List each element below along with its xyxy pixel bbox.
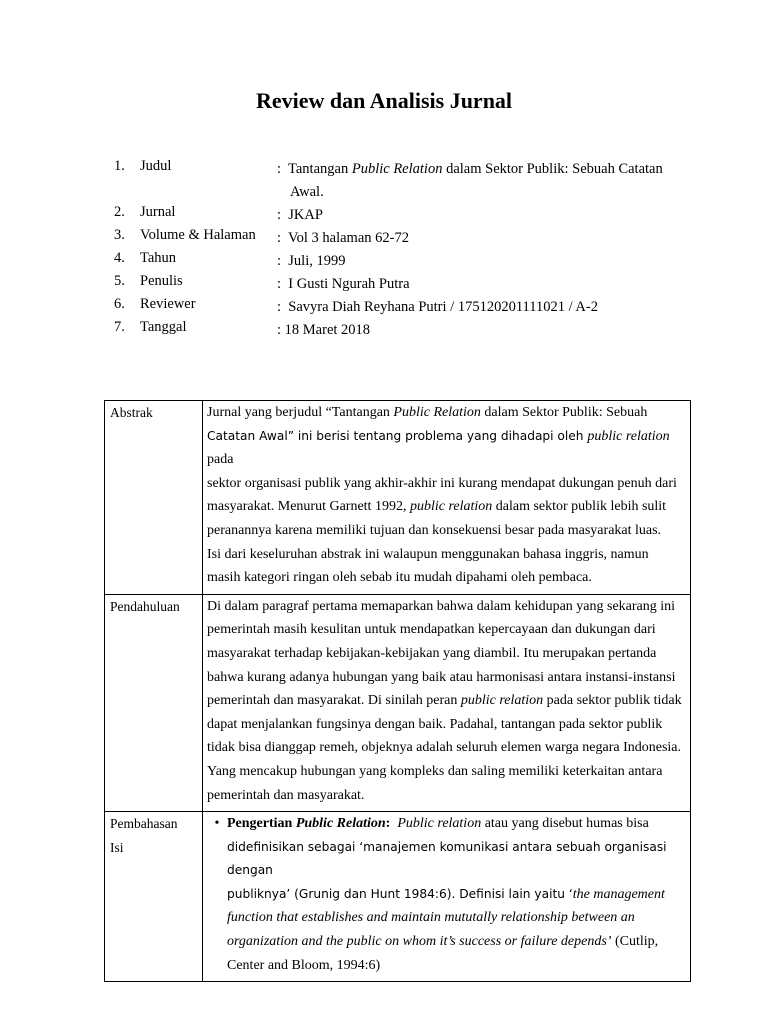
- header-line: Isi: [110, 839, 124, 855]
- text-line: masyarakat terhadap kebijakan-kebijakan yang diambil. Itu merupakan pertanda: [207, 645, 657, 661]
- text: dalam Sektor Publik: Sebuah: [480, 405, 648, 420]
- text: (Cutlip,: [611, 934, 659, 950]
- meta-value: [277, 250, 677, 273]
- meta-separator: :: [277, 299, 282, 315]
- text: pada: [207, 452, 234, 468]
- meta-number: 7.: [114, 319, 125, 335]
- meta-value: [277, 296, 677, 319]
- meta-value-text: 18 Maret 2018: [284, 322, 371, 338]
- bold-text: :: [385, 816, 391, 832]
- text-line: Di dalam paragraf pertama memaparkan bahwa dalam kehidupan yang sekarang ini: [207, 598, 676, 614]
- meta-value-text: I Gusti Ngurah Putra: [288, 276, 410, 292]
- text: dalam sektor publik lebih sulit: [492, 499, 667, 515]
- meta-value: [277, 158, 677, 204]
- meta-number: 6.: [114, 296, 125, 312]
- text-line: dapat menjalankan fungsinya dengan baik. Padahal, tantangan pada sektor publik: [207, 716, 663, 732]
- italic-term: organization and the public on whom it’s success or failure depends’: [227, 934, 612, 950]
- journal-metadata-list: [0, 158, 768, 342]
- meta-value: [277, 227, 677, 250]
- table-row-pendahuluan: [105, 594, 691, 811]
- italic-term: Public Relation: [393, 405, 481, 420]
- pembahasan-content: [203, 812, 691, 982]
- meta-value-text: Savyra Diah Reyhana Putri / 175120201111021 / A-2: [288, 299, 598, 315]
- text: pada sektor publik tidak: [543, 693, 682, 709]
- meta-value-text: JKAP: [288, 207, 323, 223]
- text: atau yang disebut humas bisa: [481, 816, 649, 832]
- meta-number: 1.: [114, 158, 125, 174]
- table-row-pembahasan: [105, 812, 691, 982]
- meta-separator: :: [277, 276, 282, 292]
- meta-separator: :: [277, 322, 282, 338]
- meta-row-jurnal: [0, 204, 768, 227]
- pendahuluan-content: [203, 594, 691, 811]
- italic-term: public relation: [460, 693, 544, 709]
- meta-label: Tanggal: [140, 319, 187, 335]
- row-header-pendahuluan: Pendahuluan: [105, 594, 203, 811]
- text-line: masih kategori ringan oleh sebab itu mudah dipahami oleh pembaca.: [207, 570, 592, 586]
- text: Catatan Awal” ini berisi tentang problema yang dihadapi oleh: [207, 428, 588, 443]
- italic-term: public relation: [587, 428, 670, 444]
- text: pemerintah dan masyarakat. Di sinilah peran: [207, 693, 461, 709]
- header-line: Pembahasan: [110, 816, 178, 832]
- text-line: pemerintah dan masyarakat.: [207, 787, 365, 803]
- meta-row-volume: [0, 227, 768, 250]
- row-header-abstrak: Abstrak: [105, 401, 203, 595]
- meta-value-text: Tantangan: [288, 161, 352, 177]
- italic-line: function that establishes and maintain mututally relationship between an: [227, 910, 635, 926]
- meta-label: Jurnal: [140, 204, 176, 220]
- meta-label: Volume & Halaman: [140, 227, 256, 243]
- review-table: [104, 400, 691, 982]
- text-line: sektor organisasi publik yang akhir-akhir ini kurang mendapat dukungan penuh dari: [207, 475, 677, 491]
- meta-label: Tahun: [140, 250, 177, 266]
- meta-value-italic: Public Relation: [351, 161, 443, 177]
- meta-label: Penulis: [140, 273, 183, 289]
- meta-value-text: Vol 3 halaman 62-72: [288, 230, 409, 246]
- text-line: bahwa kurang adanya hubungan yang baik atau harmonisasi antara instansi-instansi: [207, 669, 676, 685]
- bullet-icon: •: [214, 816, 220, 832]
- meta-separator: :: [277, 230, 282, 246]
- meta-value-text: Juli, 1999: [288, 253, 346, 269]
- text-line: pemerintah masih kesulitan untuk mendapatkan kepercayaan dan dukungan dari: [207, 622, 656, 638]
- row-header-pembahasan: [105, 812, 203, 982]
- bullet-item: [207, 812, 684, 977]
- meta-value-text: dalam Sektor Publik: Sebuah Catatan: [442, 161, 663, 177]
- abstrak-content: [203, 401, 691, 595]
- italic-term: Public relation: [397, 816, 482, 832]
- text-line: tidak bisa dianggap remeh, objeknya adalah seluruh elemen warga negara Indonesia.: [207, 740, 682, 756]
- meta-label: Judul: [140, 158, 172, 174]
- meta-row-judul: [0, 158, 768, 204]
- meta-separator: :: [277, 161, 282, 177]
- italic-term: the management: [572, 886, 665, 902]
- meta-separator: :: [277, 253, 282, 269]
- text-line: peranannya karena memiliki tujuan dan konsekuensi besar pada masyarakat luas.: [207, 522, 662, 538]
- text-line: Center and Bloom, 1994:6): [227, 957, 381, 973]
- meta-number: 3.: [114, 227, 125, 243]
- text: publiknya’ (Grunig dan Hunt 1984:6). Definisi lain yaitu ‘: [227, 886, 573, 901]
- text-line: Yang mencakup hubungan yang kompleks dan saling memiliki keterkaitan antara: [207, 763, 663, 779]
- meta-separator: :: [277, 207, 282, 223]
- text-line: Isi dari keseluruhan abstrak ini walaupun menggunakan bahasa inggris, namun: [207, 546, 649, 562]
- meta-row-tahun: [0, 250, 768, 273]
- meta-row-reviewer: [0, 296, 768, 319]
- meta-value-continuation: Awal.: [290, 184, 324, 200]
- bold-text: Pengertian: [227, 816, 296, 832]
- meta-number: 4.: [114, 250, 125, 266]
- meta-label: Reviewer: [140, 296, 196, 312]
- italic-term: public relation: [409, 499, 493, 515]
- document-title: Review dan Analisis Jurnal: [255, 88, 513, 113]
- meta-row-penulis: [0, 273, 768, 296]
- meta-value: [277, 204, 677, 227]
- meta-value: [277, 319, 677, 342]
- text: Jurnal yang berjudul “Tantangan: [207, 405, 394, 420]
- table-row-abstrak: [105, 401, 691, 595]
- meta-number: 5.: [114, 273, 125, 289]
- meta-number: 2.: [114, 204, 125, 220]
- text: masyarakat. Menurut Garnett 1992,: [207, 499, 410, 515]
- meta-value: [277, 273, 677, 296]
- text-line: didefinisikan sebagai ‘manajemen komunikasi antara sebuah organisasi dengan: [227, 839, 667, 878]
- bold-italic-term: Public Relation: [295, 816, 386, 832]
- meta-row-tanggal: [0, 319, 768, 342]
